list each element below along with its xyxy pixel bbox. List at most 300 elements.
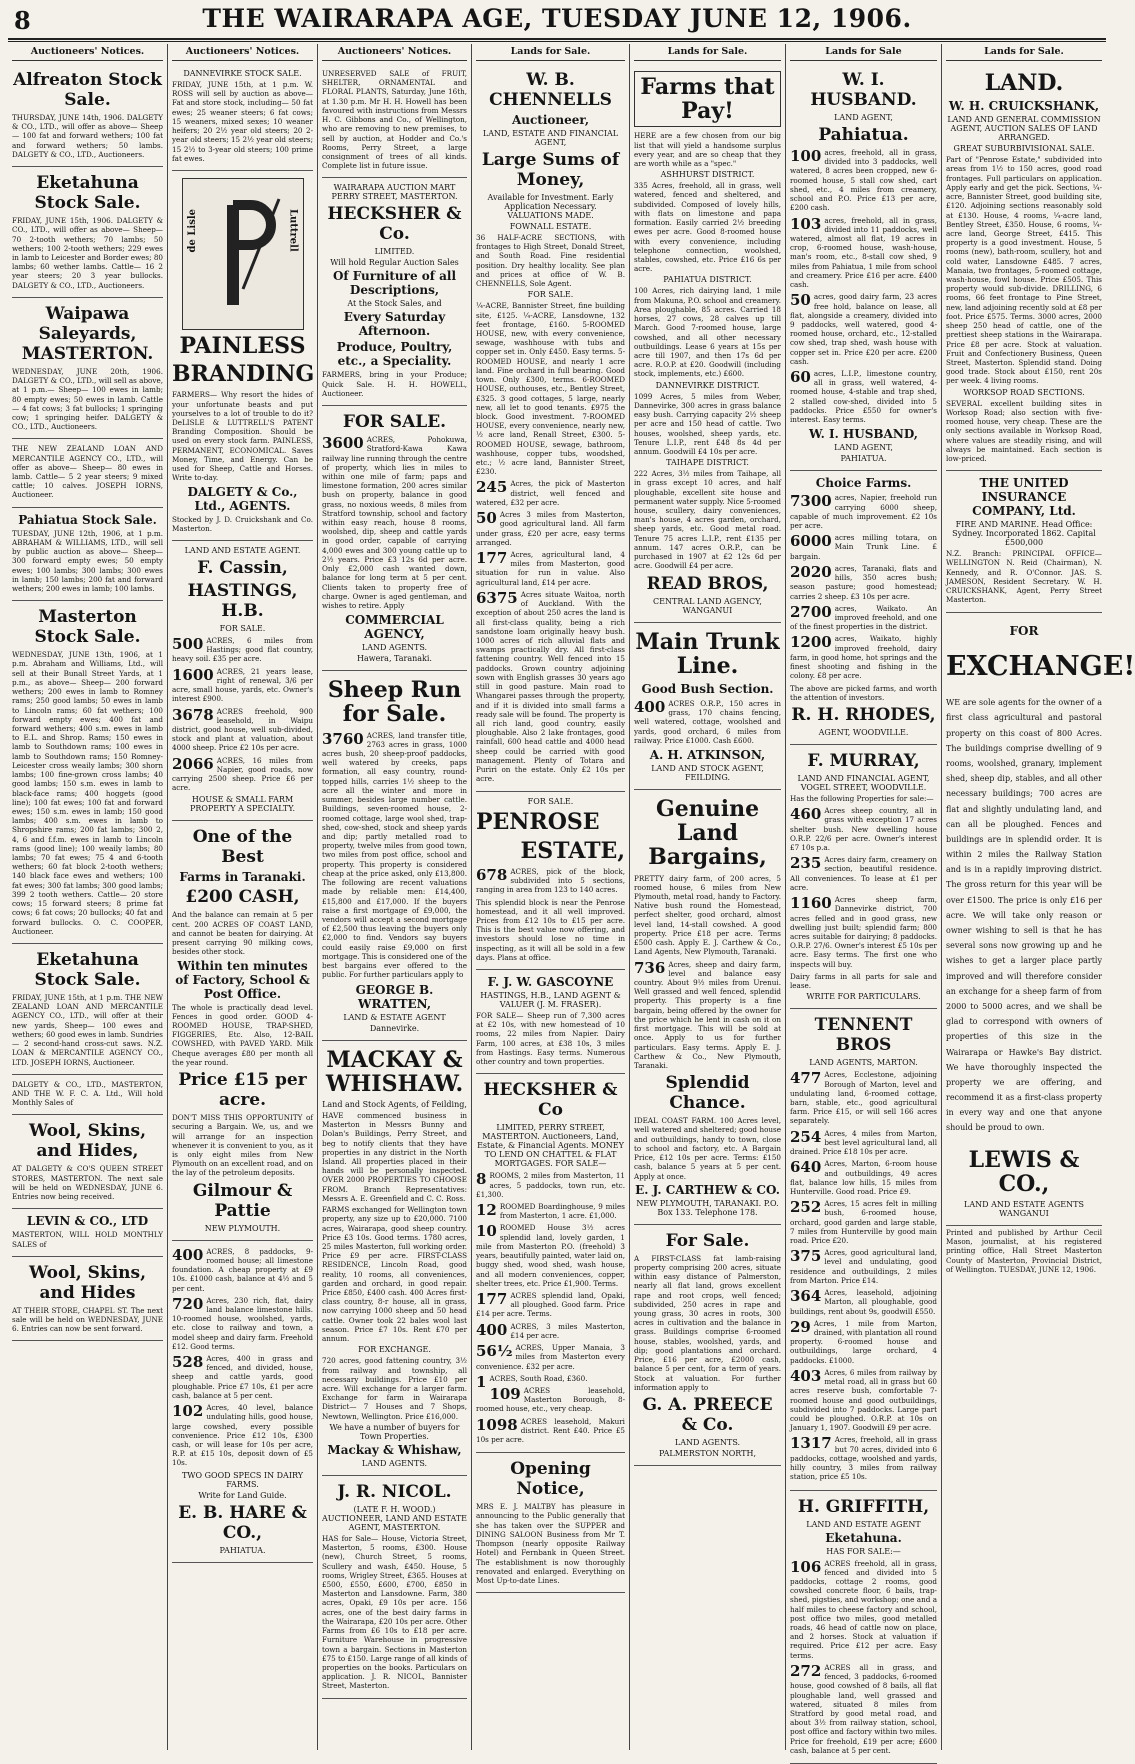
district-body: 222 Acres, 3½ miles from Taihape, all in grass except 10 acres, and half ploughable, excellent site house and permanent water supply. Nice 5-roomed house, scullery, dairy conveniences, man's house, 4 acres garden, orchard, sheep yards, etc. Good metal road. Tenure 75 acres L.I.P., rent £135 per annum. 147 acres O.R.P., can be purchased in 1907 at £2 12s 6d per acre. Goodwill £4 per acre. bbox=[634, 469, 781, 570]
lots-list bbox=[790, 1559, 937, 1756]
auction-notices-list bbox=[12, 64, 163, 1341]
chance-heading: Splendid Chance. bbox=[634, 1073, 781, 1113]
lot-area: 50 bbox=[790, 293, 811, 308]
lots-list bbox=[476, 1171, 625, 1444]
agent-heading: LAND AND ESTATE AGENT. bbox=[172, 546, 313, 555]
lot-area: 1600 bbox=[172, 668, 214, 683]
district-heading: DANNEVIRKE DISTRICT. bbox=[634, 381, 781, 390]
unreserved-sale-ad bbox=[322, 64, 467, 178]
lot-text: acres, Napier, freehold run carrying 6000 sheep, capable of much improvement. £2 10s per acre. bbox=[790, 493, 937, 530]
two-good-line: TWO GOOD SPECS IN DAIRY FARMS. bbox=[172, 1471, 313, 1489]
firm-sub: NEW PLYMOUTH, TARANAKI. P.O. Box 133. Telephone 178. bbox=[634, 1199, 781, 1217]
column-2 bbox=[168, 44, 318, 1750]
tennent-ad bbox=[790, 1009, 937, 1490]
atkinson-ad bbox=[634, 623, 781, 790]
notice-body: TUESDAY, JUNE 12th, 1906, at 1 p.m. ABRAHAM & WILLIAMS, LTD., will sell by public auction as above— Sheep— 300 forward empty ewes; 50 empty ewes; 100 lambs; 300 lambs; 300 ewes in lamb; 150 lambs; 200 fat and forward wethers; 200 ewes in lamb; 100 lambs. bbox=[12, 529, 163, 594]
lot-text: acres, Waikato, highly improved freehold, dairy farm, in good home, hot springs and the finest shooting and fishing in the colony. £8 per acre. bbox=[790, 634, 937, 680]
lot-area: 103 bbox=[790, 217, 821, 232]
firm-sub: LAND AGENTS. bbox=[634, 1438, 781, 1447]
auction-notice bbox=[12, 944, 163, 1075]
agent-sub: LAND AND GENERAL COMMISSION AGENT, AUCTION SALES OF LAND ARRANGED. bbox=[946, 115, 1102, 142]
brand-firm: DALGETY & Co., Ltd., AGENTS. bbox=[172, 485, 313, 513]
lot-text: Acres, 400 in grass and fenced, and divided, house, sheep and cattle yards, good ploughable. Price £7 10s, £1 per acre cash, balance at 5 per cent. bbox=[172, 1354, 313, 1400]
district-heading: PAHIATUA DISTRICT. bbox=[634, 275, 781, 284]
mart-body: Will hold Regular Auction Sales bbox=[322, 258, 467, 267]
lot-text: acres, L.I.P., limestone country, all in grass, well watered, 4-roomed house, 4-stable and trap shed, 2 stalled cow-shed, divided into 5 paddocks. Price £550 for owner's interest. Easy terms. bbox=[790, 369, 937, 424]
husband-ad bbox=[790, 64, 937, 471]
rhodes-ad bbox=[790, 471, 937, 745]
exchange-body: 720 acres, good fattening country, 3½ from railway and township, all necessary buildings. Price £10 per acre. Will exchange for a larger farm. Exchange for farm in Wairarapa District— 7 Houses and 7 Shops, Newtown, Wellington. Price £16,000. bbox=[322, 1356, 467, 1421]
lot bbox=[790, 493, 937, 530]
best-heading: One of the Best bbox=[172, 827, 313, 867]
auction-notice bbox=[12, 439, 163, 507]
auction-mart-ad bbox=[322, 178, 467, 406]
mackay-whishaw-ad bbox=[322, 1041, 467, 1476]
lot-area: 7300 bbox=[790, 494, 832, 509]
lot-text: acres, Taranaki, flats and hills, 350 acres bush; season pasture; good homestead; carries 2 sheep. £3 10s per acre. bbox=[790, 564, 937, 601]
notice-heading: LEVIN & CO., LTD bbox=[12, 1214, 163, 1228]
lot-text: acres milling totara, on Main Trunk Line. £ bargain. bbox=[790, 533, 937, 560]
agent-sub: LAND AGENT, bbox=[790, 113, 937, 122]
firm-name: READ BROS, bbox=[634, 574, 781, 594]
lot-area: 252 bbox=[790, 1200, 821, 1215]
agent-name: A. H. ATKINSON, bbox=[634, 748, 781, 762]
lots-list bbox=[172, 636, 313, 793]
auction-notice bbox=[12, 1209, 163, 1256]
lot bbox=[172, 636, 313, 664]
bush-heading: Good Bush Section. bbox=[634, 682, 781, 696]
notice-body: WEDNESDAY, JUNE 13th, 1906, at 1 p.m. Abraham and Williams, Ltd., will sell at their Bunall Street Yards, at 1 p.m., as above— Sheep— 200 forward wethers; 200 ewes in lamb to Romney rams; 250 good lambs; 50 ewes in lamb to Lincoln rams; 60 fat wethers; 100 forward empty ewes; 400 fat and forward wethers; 400 s.m. ewes in lamb to E.L. and Shrop. Rams; 150 ewes in lamb to Southdown rams; 100 ewes in lamb to Southdown rams; 150 Romney-Leicester cross weaily lambs; 300 shorn lambs; 100 fine-grown cross lambs; 40 good lambs; 150 s.m. ewes in lamb to black-face rams; 400 hoggets (good line); 100 fat ewes; 100 fat and forward ewes; 150 s.m. ewes in lamb; 150 good lambs; 400 s.m. ewes in lamb to Shropshire rams; 200 fat lambs; 300 2, 4, 6 and f.f.m. ewes in lamb to Lincoln rams (good line); 100 weaily lambs; 80 lambs; 70 fat ewes; 75 4 and 6-tooth wethers; 60 fat block 2-tooth wethers; 140 black face ewes and wethers; 100 fat ewes; 300 fat lambs; 300 good lambs; 399 2 tooth wethers. Cattle— 20 store cows; 15 forward steers; 8 prime fat cows; 6 fat cows; 20 bullocks; 40 fat and forward bullocks. O. C. COOPER, Auctioneer. bbox=[12, 650, 163, 936]
lot-text: Acres, freehold, all in grass but 70 acres, divided into 6 paddocks, cottage, woolshed and yards, hilly country, 3 miles from railway station, price £5 10s. bbox=[790, 1435, 937, 1481]
branding-ad bbox=[172, 171, 313, 541]
masthead-rule-thin bbox=[8, 41, 1106, 42]
lot-area: 400 bbox=[172, 1248, 203, 1263]
lot-text: Acres, agricultural land, 4 miles from Masterton, good situation for run in value. Also agricultural land, £14 per acre. bbox=[476, 550, 625, 587]
lot-text: acres, Waikato. An improved freehold, and one of the finest properties in the district. bbox=[790, 604, 937, 631]
firm-name: TENNENT BROS bbox=[790, 1015, 937, 1055]
lot-text: ACRES, Upper Manaia, 3 miles from Masterton every convenience. £32 per acre. bbox=[476, 1343, 625, 1370]
notice-heading: Wool, Skins, and Hides, bbox=[12, 1121, 163, 1161]
district-body: 100 Acres, rich dairying land, 1 mile from Makuna, P.O. school and creamery. Area ploughable, 85 acres. Carried 18 horses, 27 cows, 28 calves up till March. Good 7-roomed house, large cowshed, and all other necessary outbuildings. Lease 6 years at 15s per acre till 1907, and then 17s 6d per acre. R.O.P. at £20. Goodwill (including stock, implements, etc.) £600. bbox=[634, 286, 781, 378]
notice-heading: Pahiatua Stock Sale. bbox=[12, 513, 163, 527]
notice-body: FRIDAY, JUNE 15th, 1906. DALGETY & CO., LTD., will offer as above— Sheep— 70 2-tooth wethers; 70 lambs; 50 wethers; 100 2-tooth wethers; 229 ewes in lamb to Leicester and Border ewes; 80 lambs; 60 wether lambs. Cattle— 16 2 year steers; 20 3 year bullocks. DALGETY & CO., LTD., Auctioneers. bbox=[12, 216, 163, 290]
notice-body: THE NEW ZEALAND LOAN AND MERCANTILE AGENCY CO., LTD., will offer as above— Sheep— 80 ewes in lamb. Cattle— 5 2 year steers; 9 mixed cattle; 10 calves. JOSEPH IORNS, Auctioneer. bbox=[12, 444, 163, 499]
sheep-run-ad bbox=[322, 671, 467, 1040]
brand-body: FARMERS— Why resort the hides of your unfortunate beasts and put yourselves to a lot of trouble to do it? DeLISLE & LUTTRELL'S PATENT Branding Composition. Should be used on every stock farm. PAINLESS, PERMANENT, ECONOMICAL. Saves Money, Time, and Energy. Can be used for Sheep, Cattle and Horses. Write to-day. bbox=[172, 390, 313, 482]
lot bbox=[790, 634, 937, 680]
mart-heading-3: Every Saturday Afternoon. bbox=[322, 310, 467, 338]
agent-name: W. H. CRUICKSHANK, bbox=[946, 99, 1102, 113]
lot bbox=[476, 590, 625, 784]
lot-area: 10 bbox=[476, 1224, 497, 1239]
estate-heading: ESTATE, bbox=[476, 839, 625, 863]
insurance-ad bbox=[946, 471, 1102, 612]
agent-name: H. GRIFFITH, bbox=[790, 1497, 937, 1517]
column-4 bbox=[472, 44, 630, 1750]
agent-sub: LAND AND ESTATE AGENT bbox=[790, 1520, 937, 1529]
notice-heading: Masterton Stock Sale. bbox=[12, 607, 163, 647]
lot-text: acres, freehold, all in grass, divided into 3 paddocks, well watered, 8 acres been cropped, new 6-roomed house, 5 stall cow shed, cart shed, etc., 4 miles from creamery, school and P.O. Price £13 per acre, £200 cash. bbox=[790, 148, 937, 212]
lot-area: 500 bbox=[172, 637, 203, 652]
taranaki-farm-ad bbox=[172, 821, 313, 1240]
lot bbox=[322, 731, 467, 980]
auction-notice bbox=[12, 298, 163, 440]
murray-ad bbox=[790, 745, 937, 1009]
within-body: The whole is practically dead level. Fences in good order. GOOD 4-ROOMED HOUSE, TRAP-SHED, FIGGERIES, Etc. Also, 12-BAIL COWSHED, with PAVED YARD. Milk Cheque averages £80 per month all the year round. bbox=[172, 1003, 313, 1068]
lot-area: 100 bbox=[790, 149, 821, 164]
lot bbox=[172, 756, 313, 793]
hecksher-ad bbox=[476, 1074, 625, 1453]
buyers-line: We have a number of buyers for Town Properties. bbox=[322, 1423, 467, 1441]
lot bbox=[172, 1247, 313, 1293]
lot-text: Acres, 1 mile from Marton, drained, with plantation all round property. 6-roomed house and outbuildings, large orchard, 4 paddocks. £1000. bbox=[790, 1319, 937, 1365]
price-heading: Price £15 per acre. bbox=[172, 1070, 313, 1110]
notice-body: WEDNESDAY, JUNE 20th, 1906. DALGETY & CO., LTD., will sell as above, at 1 p.m.— Sheep— 100 ewes in lamb; 80 empty ewes; 50 ewes in lamb. Cattle— 4 fat cows; 3 fat bullocks; 1 springing cow; 1 springing heifer. DALGETY & CO., LTD., Auctioneers. bbox=[12, 367, 163, 432]
lot-text: Acres, 40 level, balance undulating hills, good house, large cowshed, every possible convenience. Price £12 10s, £300 cash, or will lease for 10s per acre, R.P. at £15 10s, deposit down of £5 10s. bbox=[172, 1403, 313, 1467]
lot-text: ACRES, 6 miles from Hastings; good flat country, heavy soil. £35 per acre. bbox=[172, 636, 313, 663]
lot bbox=[476, 867, 625, 895]
lot-area: 2066 bbox=[172, 757, 214, 772]
read-bros-ad bbox=[634, 64, 781, 623]
firm-sub: Land and Stock Agents, of Feilding, bbox=[322, 1100, 467, 1109]
lot-text: ACRES, pick of the block, subdivided into 5 sections, ranging in area from 123 to 140 acres. bbox=[476, 867, 625, 894]
firm-name: E. B. HARE & CO., bbox=[172, 1503, 313, 1543]
firm-name: HECKSHER & Co. bbox=[322, 204, 467, 244]
lot-text: ACRES, 8 paddocks, 9-roomed house; all limestone foundation. A cheap property at £9 10s. £1000 cash, balance at 4½ and 5 per cent. bbox=[172, 1247, 313, 1293]
lot-text: ACRES O.R.P., 150 acres in grass, 170 chains fencing, well watered, cottage, woolshed and yards, good orchard, 6 miles from railway. Price £1000. Cash £600. bbox=[634, 699, 781, 745]
firm-sub-2: LAND, ESTATE AND FINANCIAL AGENT, bbox=[476, 129, 625, 147]
lot-text: ROOMED House 3½ acres splendid land, lovely garden, 1 mile from Masterton P.O. (freehold) 3 years, beautifully painted, water laid on, buggy shed, wood shed, wash house, and all modern conveniences, copper, shelter trees, etc. Price £1,900. Terms. bbox=[476, 1223, 625, 1287]
agent-name: GEORGE B. WRATTEN, bbox=[322, 983, 467, 1011]
estate-heading: FOWNALL ESTATE. bbox=[476, 222, 625, 231]
lots-list bbox=[790, 493, 937, 680]
lot-area: 109 bbox=[489, 1387, 520, 1402]
company-sub: FIRE AND MARINE. Head Office: Sydney. Incorporated 1862. Capital £500,000 bbox=[946, 520, 1102, 547]
mart-body-2: At the Stock Sales, and bbox=[322, 299, 467, 308]
dannevirke-sale-ad bbox=[172, 64, 313, 171]
lot bbox=[172, 707, 313, 753]
section-header: Auctioneers' Notices. bbox=[12, 44, 163, 61]
notice-body: THURSDAY, JUNE 14th, 1906. DALGETY & CO., LTD., will offer as above— Sheep— 100 fat and forward wethers; 100 fat and forward wethers; 50 lambs. DALGETY & CO., LTD., Auctioneers. bbox=[12, 113, 163, 159]
auction-notice bbox=[12, 1257, 163, 1342]
agent-sub-2: LAND AGENT, bbox=[790, 443, 937, 452]
lot-text: acres, freehold, all in grass, divided into 11 paddocks, well watered, almost all flat, 19 acres in crop, 6-roomed house, wash-house, man's room, etc., 8-stall cow shed, 9 miles from Pahiatua, 1 mile from school and creamery. Price £16 per acre. £400 cash. bbox=[790, 216, 937, 290]
agency-name: COMMERCIAL AGENCY, bbox=[322, 613, 467, 641]
ad-body: FRIDAY, JUNE 15th, at 1 p.m. W. ROSS will sell by auction as above— Fat and store stock, including— 50 fat ewes; 25 weaner steers; 6 fat cows; 15 weaners, mixed sexes; 10 weaner heifers; 20 2½ year old steers; 20 2-year old steers; 15 2½ year old steers; 15 2½ to 3-year old steers; 100 prime fat ewes. bbox=[172, 80, 313, 163]
firm-sub: CENTRAL LAND AGENCY, WANGANUI bbox=[634, 597, 781, 615]
notice-heading: Waipawa Saleyards, MASTERTON. bbox=[12, 304, 163, 364]
lot-area: 272 bbox=[790, 1664, 821, 1679]
lot-text: ACRES, 21 years lease, right of renewal, 3/6 per acre, small house, yards, etc. Owner's interest £900. bbox=[172, 667, 313, 704]
lot-text: ACRES, 3 miles Masterton, £14 per acre. bbox=[510, 1322, 625, 1340]
sale-listings: ¼-ACRE, Bannister Street, fine building site, £125. ¼-ACRE, Lansdowne, 132 feet frontage, £160. 5-ROOMED HOUSE, new, with every convenience, sewage, washhouse with tubs and copper set in. Only £450. Easy terms. 5-ROOMED HOUSE, and nearly 1 acre land. Fine orchard in full bearing. Good town. Only £300, terms. 6-ROOMED HOUSE, outhouses, etc., Bentley Street, £325. 3 good cottages, 5 large, nearly new, all let to good tenants. £975 the block. Good investment. 7-ROOMED HOUSE, every convenience, nearly new, ½ acre land, Renall Street, £300. 5-ROOMED HOUSE, sewage, bathroom, washhouse, copper tubs, woodshed, etc.; ½ acre land, Bannister Street, £230. bbox=[476, 301, 625, 476]
lot-text: ACRES leasehold, Masterton Borough, 8-roomed house, etc., very cheap. bbox=[476, 1386, 625, 1413]
lot-text: ACRES, Pohokuwa, Stratford-Kawa Kawa railway line running through the centre of property, which lies in miles to within one mile of farm; paps and limestone formation, 200 acres similar bush on property, balance in good grass, no noxious weeds, 8 miles from Stratford township, school and factory within easy reach, house 8 rooms, woolshed, dip, sheep and cattle yards in good order, capable of carrying 4,000 ewes and 300 young cattle up to 2½ years. Price £3 12s 6d per acre. Only £2,000 cash wanted down, balance for long term at 5 per cent. Clients taken to property free of charge. Owner is aged gentleman, and wishes to retire. Apply bbox=[322, 435, 467, 610]
section-header: Lands for Sale. bbox=[946, 44, 1102, 61]
agent-sub: LAND & ESTATE AGENT bbox=[322, 1013, 467, 1022]
lot-text: Acres, sheep and dairy farm, level and balance easy country. About 9½ miles from Urenui. Well grassed and well fenced, splendid property. This property is a fine bargain, being offered by the owner for the price which he lent in cash on it on first mortgage. This will be sold at once. Apply to us for further particulars. Easy terms. Apply E. J. Carthew & Co., New Plymouth, Taranaki. bbox=[634, 960, 781, 1070]
carthew-ad bbox=[634, 790, 781, 1225]
auction-notice bbox=[12, 1115, 163, 1209]
farm-listings: FARMS exchanged for Wellington town property, any size up to £20,000. 7100 acres, Wairarapa, good sheep country. Price £3 10s. Good terms. 1780 acres, 25 miles Masterton, full working order. Price £9 per acre. FIRST-CLASS RESIDENCE, Lincoln Road, good reality, 10 rooms, all conveniences, garden and orchard, in good repair. Price £850, £400 cash. 400 Acres first-class country, 8-r house, all in grass, now carrying 1000 sheep and 50 head cattle. Owner took 22 bales wool last season. Price £7 10s. Rent £70 per annum. bbox=[322, 1205, 467, 1343]
best-subheading: Farms in Taranaki. bbox=[172, 870, 313, 884]
notice-body: FRIDAY, JUNE 15th, at 1 p.m. THE NEW ZEALAND LOAN AND MERCANTILE AGENCY CO., LTD., will offer at their new yards, Sheep— 100 ewes and wethers; 60 good ewes in lamb. Sundries— 2 second-hand cross-cut saws. N.Z. LOAN & MERCANTILE AGENCY CO., LTD. JOSEPH IORNS, Auctioneer. bbox=[12, 993, 163, 1067]
lot bbox=[790, 564, 937, 601]
brand-p-icon bbox=[183, 179, 303, 329]
firm-name-2: Mackay & Whishaw, bbox=[322, 1443, 467, 1457]
griffith-ad bbox=[790, 1491, 937, 1764]
auction-notice bbox=[12, 508, 163, 602]
lot-text: Acres sheep farm, Dannevirke district, 700 acres felled and in good grass, new dwelling just built; splendid farm; 800 acres suitable for dairying; 8 paddocks. O.R.P. 27/6. Owner's interest £5 10s per acre. Easy terms. The first one who inspects will buy. bbox=[790, 895, 937, 969]
agent-body: FOR SALE— Sheep run of 7,300 acres at £2 10s, with new homestead of 10 rooms, 22 miles from Napier. Dairy Farm, 100 acres, at £38 10s, 3 miles from Hastings. Easy terms. Numerous other country and town properties. bbox=[476, 1011, 625, 1066]
lot-area: 678 bbox=[476, 868, 507, 883]
lot-text: ACRES leasehold, Makuri district. Rent £40. Price £5 10s per acre. bbox=[476, 1417, 625, 1444]
lot-text: Acres dairy farm, creamery on section, beautiful residence. All conveniences. To lease at £1 per acre. bbox=[790, 855, 937, 892]
gascoyne-ad bbox=[476, 970, 625, 1074]
firm-name: LEWIS & CO., bbox=[946, 1148, 1102, 1196]
ad-heading: DANNEVIRKE STOCK SALE. bbox=[172, 69, 313, 78]
masthead bbox=[0, 0, 1114, 40]
lot-area: 640 bbox=[790, 1160, 821, 1175]
lot-area: 736 bbox=[634, 961, 665, 976]
for-sale-body: A FIRST-CLASS fat lamb-raising property comprising 200 acres, situate within easy distance of Palmerston, nearly all flat land, grows excellent rape and root crops, well fenced; subdivided, 250 acres in rape and young grass, 30 acres in roots, 300 acres in cultivation and the balance in grass. Buildings comprise 6-roomed house, stables, woolshed, yards, and dip; good plantations and orchard. Price, £16 per acre, £2000 cash, balance 5 per cent, for a term of years. Stock at valuation. For further information apply to bbox=[634, 1254, 781, 1392]
opening-notice-ad bbox=[476, 1453, 625, 1593]
auction-notice bbox=[12, 1075, 163, 1116]
lots-list bbox=[790, 148, 937, 424]
lot-area: 177 bbox=[476, 1292, 507, 1307]
firm-limited: LIMITED. bbox=[322, 247, 467, 256]
lot-area: 102 bbox=[172, 1404, 203, 1419]
auction-notice bbox=[12, 601, 163, 944]
mart-heading-2: Of Furniture of all Descriptions, bbox=[322, 269, 467, 297]
logo-label-left: de Lisle bbox=[187, 209, 198, 252]
lot bbox=[790, 1435, 937, 1481]
farms-body: HERE are a few chosen from our big list that will yield a handsome surplus every year, and are so cheap that they are worth while as a "spec." bbox=[634, 131, 781, 168]
has-for-sale: HAS FOR SALE:— bbox=[790, 1547, 937, 1556]
lot-text: Acres, 6 miles from railway by metal road, all in grass but 60 acres reserve bush, comfortable 7-roomed house and good outbuildings, subdivided into 7 paddocks. Large part could be ploughed. O.R.P. at 10s on January 1, 1907. Goodwill £9 per acre. bbox=[790, 1368, 937, 1432]
lot-area: 56½ bbox=[476, 1344, 513, 1359]
exchange-heading: FOR EXCHANGE. bbox=[322, 1345, 467, 1354]
lot-area: 364 bbox=[790, 1289, 821, 1304]
logo-label-right: Luttrell bbox=[288, 209, 299, 252]
cruickshank-ad bbox=[946, 64, 1102, 471]
agency-town: Hawera, Taranaki. bbox=[322, 654, 467, 663]
agent-sub: AGENT, WOODVILLE. bbox=[790, 728, 937, 737]
brand-title-2: BRANDING bbox=[172, 362, 313, 386]
sheep-run-heading: Sheep Run for Sale. bbox=[322, 678, 467, 726]
write-line: WRITE FOR PARTICULARS. bbox=[790, 992, 937, 1001]
lot bbox=[476, 1223, 625, 1288]
column-5 bbox=[630, 44, 786, 1750]
lot bbox=[476, 1202, 625, 1220]
choice-heading: Choice Farms. bbox=[790, 476, 937, 490]
chennells-ad bbox=[476, 64, 625, 792]
lot-area: 720 bbox=[172, 1297, 203, 1312]
lot-area: 375 bbox=[790, 1249, 821, 1264]
for-sale-label: FOR SALE. bbox=[476, 797, 625, 806]
firm-town: PAHIATUA. bbox=[172, 1546, 313, 1555]
cash-body: And the balance can remain at 5 per cent. 200 ACRES OF COAST LAND, and cannot be beaten for dairying. At present carrying 90 milking cows, besides other stock. bbox=[172, 910, 313, 956]
brand-stockist: Stocked by J. D. Cruickshank and Co. Masterton. bbox=[172, 515, 313, 533]
lot bbox=[790, 148, 937, 213]
lot-area: 1 bbox=[476, 1375, 486, 1390]
ad-body: UNRESERVED SALE of FRUIT, SHELTER, ORNAMENTAL and FLORAL PLANTS, Saturday, June 16th, at 1.30 p.m. Mr H. H. Howell has been favoured with instructions from Messrs H. C. Gibbons and Co., of Wellington, who are removing to new premises, to sell by auction, at Hodder and Co.'s Rooms, Perry Street, a large consignment of trees of all kinds. Complete list in future issue. bbox=[322, 69, 467, 170]
lot bbox=[172, 1403, 313, 1468]
agent-town: Pahiatua. bbox=[790, 125, 937, 145]
imprint: Printed and published by Arthur Cecil Mason, journalist, at his registered printing office, Hall Street Masterton County of Masterton, Provincial District, of Wellington. TUESDAY, JUNE 12, 1906. bbox=[946, 1228, 1102, 1274]
lot bbox=[790, 1070, 937, 1125]
lot-area: 1160 bbox=[790, 896, 832, 911]
lot-area: 235 bbox=[790, 856, 821, 871]
agent-sub: LAND AND FINANCIAL AGENT, VOGEL STREET, WOODVILLE. bbox=[790, 774, 937, 792]
lot bbox=[476, 1386, 625, 1414]
firm-name: G. A. PREECE & Co. bbox=[634, 1395, 781, 1435]
agent-name: W. I. HUSBAND. bbox=[790, 70, 937, 110]
lot bbox=[172, 1296, 313, 1351]
chance-body: IDEAL COAST FARM. 100 Acres level, well watered and sheltered; good house and outbuildings, handy to town, close to school and factory, etc. A Bargain Price, £12 10s per acre. Terms: £150 cash, balance 5 years at 5 per cent. Apply at once. bbox=[634, 1116, 781, 1181]
penrose-heading: PENROSE bbox=[476, 810, 625, 834]
lot-area: 1200 bbox=[790, 635, 832, 650]
lot bbox=[476, 1171, 625, 1199]
company-name: THE UNITED INSURANCE COMPANY, Ltd. bbox=[946, 476, 1102, 518]
notice-body: AT THEIR STORE, CHAPEL ST. The next sale will be held on WEDNESDAY, JUNE 6. Entries can now be sent forward. bbox=[12, 1306, 163, 1334]
commercial-agency-ad bbox=[322, 406, 467, 671]
lot-area: 477 bbox=[790, 1071, 821, 1086]
intro: Has the following Properties for sale:— bbox=[790, 794, 937, 803]
agent-name-2: W. I. HUSBAND, bbox=[790, 427, 937, 441]
agent-town: HASTINGS, H.B. bbox=[172, 581, 313, 621]
masthead-rule bbox=[8, 38, 1106, 40]
lot-text: Acres situate Waitoa, north of Auckland. With the exception of about 250 acres the land is all first-class quality, being a rich sandstone loam originally heavy bush. 1000 acres of rich alluvial flats and swamps practically dry. All first-class fattening country. Well fenced into 15 paddocks. Grown country adjoining sown with English grasses 30 years ago still in good pasture. Main road to Whangarei passes through the property, and if it is divided into small farms a ready sale will be found. The property is all rich land, good country, easily ploughable. Also 2 lake frontages, good rainfall, 600 head cattle and 4000 head sheep could be carried with good management. Plenty of Totara and Puriri on the estate. Only £2 10s per acre. bbox=[476, 590, 625, 783]
lot bbox=[322, 435, 467, 610]
nicol-ad bbox=[322, 1476, 467, 1699]
notice-body: DALGETY & CO., LTD., MASTERTON, AND THE W. F. C. A. Ltd., Will hold Monthly Sales of bbox=[12, 1080, 163, 1108]
lot-text: ACRES all in grass, and fenced, 3 paddocks, 6-roomed house, good cowshed of 8 bails, all flat ploughable land, well grassed and watered, situated 8 miles from Stratford by good metal road, and about 3½ from railway station, school, post office and factory within two miles. Price for freehold, £19 per acre; £600 cash, balance at 5 per cent. bbox=[790, 1663, 937, 1755]
lot-text: Acres, 15 acres felt in milling bush, 6-roomed house, orchard, good garden and large stable, 7 miles from Hunterville by good main road. Price £20. bbox=[790, 1199, 937, 1245]
lot-text: Acres, Ecclestone, adjoining Borough of Marton, level and undulating land, 6-roomed cottage, barn, stable, etc., good agricultural farm. Price £15, or will sell 166 acres separately. bbox=[790, 1070, 937, 1125]
lot bbox=[476, 550, 625, 587]
main-trunk-heading: Main Trunk Line. bbox=[634, 630, 781, 678]
auction-notice bbox=[12, 167, 163, 298]
farms-heading: Farms that Pay! bbox=[634, 71, 781, 127]
lot bbox=[790, 806, 937, 852]
notice-heading: Opening Notice, bbox=[476, 1459, 625, 1499]
notice-heading: Wool, Skins, and Hides bbox=[12, 1263, 163, 1303]
firm-name: E. J. CARTHEW & CO. bbox=[634, 1183, 781, 1197]
for-sale-label: FOR SALE. bbox=[476, 290, 625, 299]
mart-heading: WAIRARAPA AUCTION MART PERRY STREET, MASTERTON. bbox=[322, 183, 467, 201]
lot bbox=[790, 369, 937, 424]
for-sale-heading: FOR SALE. bbox=[322, 412, 467, 432]
firm-sub: LIMITED, PERRY STREET, MASTERTON. Auctioneers, Land, Estate, & Financial Agents. MONEY TO LEND ON CHATTEL & FLAT MORTGAGES. FOR SALE— bbox=[476, 1123, 625, 1168]
lot bbox=[790, 1129, 937, 1157]
firm-name: HECKSHER & Co bbox=[476, 1080, 625, 1120]
agent-sub: HASTINGS, H.B., LAND AGENT & VALUER (J. M. FRASER). bbox=[476, 991, 625, 1009]
cash-heading: £200 CASH, bbox=[172, 887, 313, 907]
for-label: FOR bbox=[946, 624, 1102, 638]
column-6 bbox=[786, 44, 942, 1750]
genuine-heading: Genuine Land Bargains, bbox=[634, 797, 781, 870]
lot-area: 106 bbox=[790, 1560, 821, 1575]
notice-heading: Eketahuna Stock Sale. bbox=[12, 173, 163, 213]
produce-body: FARMERS, bring in your Produce; Quick Sale. H. H. HOWELL, Auctioneer. bbox=[322, 370, 467, 398]
section-header: Lands for Sale bbox=[790, 44, 937, 61]
for-sale-heading: For Sale. bbox=[634, 1231, 781, 1251]
murray-body: Dairy farms in all parts for sale and lease. bbox=[790, 972, 937, 990]
section-header: Auctioneers' Notices. bbox=[322, 44, 467, 61]
lot-text: Acres, 4 miles from Marton, best level agricultural land, all drained. Price £18 10s per acre. bbox=[790, 1129, 937, 1156]
lot-area: 29 bbox=[790, 1320, 811, 1335]
lot-area: 245 bbox=[476, 480, 507, 495]
section-header: Auctioneers' Notices. bbox=[172, 44, 313, 61]
agent-sub: LAND AND STOCK AGENT, FEILDING. bbox=[634, 764, 781, 782]
lot bbox=[172, 1354, 313, 1400]
column-1 bbox=[8, 44, 168, 1750]
firm-sub: LAND AND ESTATE AGENTS WANGANUI bbox=[946, 1200, 1102, 1218]
lot bbox=[790, 1248, 937, 1285]
branding-logo bbox=[182, 178, 304, 330]
firm-town: PALMERSTON NORTH, bbox=[634, 1449, 781, 1458]
district-heading: ASHHURST DISTRICT. bbox=[634, 170, 781, 179]
lot bbox=[476, 1291, 625, 1319]
lot-area: 400 bbox=[476, 1323, 507, 1338]
lot-area: 254 bbox=[790, 1130, 821, 1145]
price-body: DON'T MISS THIS OPPORTUNITY of securing a Bargain. We, us, and we will arrange for an inspection whenever it is convenient to you, as it is only eight miles from New Plymouth on an excellent road, and on the lay of the petroleum deposits. bbox=[172, 1113, 313, 1178]
lot bbox=[790, 604, 937, 632]
lot bbox=[790, 1368, 937, 1433]
firm-sub-2: LAND AGENTS. bbox=[322, 1459, 467, 1468]
lot bbox=[476, 1374, 625, 1383]
firm-body: HAVE commenced business in Masterton in Messrs Bunny and Dolan's Buildings, Perry Street, and beg to notify clients that they have properties in any district in the North Island. All properties placed in their hands will be personally inspected. OVER 2000 PROPERTIES TO CHOOSE FROM. Branch Representatives: Messrs A. E. Greenfield and C. C. Ross. bbox=[322, 1111, 467, 1203]
brand-title-1: PAINLESS bbox=[172, 334, 313, 358]
lot-area: 8 bbox=[476, 1172, 486, 1187]
company-body: N.Z. Branch: PRINCIPAL OFFICE—WELLINGTON N. Reid (Chairman), N. Kennedy, and R. O'Connor. JAS. S. JAMESON, Resident Secretary. W. H. CRUICKSHANK, Agent, Perry Street Masterton. bbox=[946, 549, 1102, 604]
estate-body: 36 HALF-ACRE SECTIONS, with frontages to High Street, Donald Street, and South Road. Fine residential position. Dry healthy locality. See plan and prices at office of W. B. CHENNELLS, Sole Agent. bbox=[476, 233, 625, 288]
lot bbox=[790, 1159, 937, 1196]
lot-text: Acres, good agricultural land, level and undulating, good residence and outbuildings, 2 miles from Marton. Price £14. bbox=[790, 1248, 937, 1285]
firm-name: MACKAY & WHISHAW. bbox=[322, 1048, 467, 1096]
notice-heading: Eketahuna Stock Sale. bbox=[12, 950, 163, 990]
columns bbox=[8, 44, 1106, 1750]
agent-town: Dannevirke. bbox=[322, 1024, 467, 1033]
auctioneer-sub: (LATE F. H. WOOD.) AUCTIONEER, LAND AND ESTATE AGENT, MASTERTON. bbox=[322, 1505, 467, 1532]
genuine-body: PRETTY dairy farm, of 200 acres, 5 roomed house, 6 miles from New Plymouth, metal road, handy to Factory. Native bush round the Homestead, perfect shelter, good orchard, almost level land, 14-stall cowshed. A good property. Price £18 per acre. Terms £500 cash. Apply E. J. Carthew & Co., Land Agents, New Plymouth, Taranaki. bbox=[634, 874, 781, 957]
agent-name: F. MURRAY, bbox=[790, 751, 937, 771]
lot-area: 3678 bbox=[172, 708, 214, 723]
lot-area: 3600 bbox=[322, 436, 364, 451]
agent-name: F. Cassin, bbox=[172, 558, 313, 578]
within-heading: Within ten minutes of Factory, School & Post Office. bbox=[172, 959, 313, 1001]
lot-area: 2020 bbox=[790, 565, 832, 580]
auctioneer-name: J. R. NICOL. bbox=[322, 1482, 467, 1502]
penrose-ad bbox=[476, 792, 625, 970]
agency-sub: LAND AGENTS. bbox=[322, 643, 467, 652]
lot-text: ACRES, land transfer title, 2763 acres in grass, 1000 acres bush, 20 sheep-proof paddocks, well watered by creeks, paps formation, all easy country, round-topped hills, carries 1½ sheep to the acre all the winter and more in summer, besides large number cattle. Buildings, seven-roomed house, 2-roomed cottage, large wool shed, trap-shed, cow-shed, stock and sheep yards and dip; partly metalled road to property, twelve miles from good town, two miles from post office, school and property. This property is considered cheap at the price asked, only £13,800. The following are recent valuations made by reliable men: £14,400, £15,800 and £17,000. If the buyers raise a first mortgage of £9,000, the vendors will accept a second mortgage of £2,500 thus leaving the buyers only £2,000 to find. Vendors say buyers could easily raise £9,000 on first mortgage. This is considered one of the best bargains ever offered to the public. For further particulars apply to bbox=[322, 731, 467, 980]
lot bbox=[790, 1199, 937, 1245]
column-7 bbox=[942, 44, 1106, 1750]
lot-text: ACRES freehold, 900 leasehold, in Waipu district, good house, well sub-divided, stock and plant at valuation, about 4000 sheep. Price £2 10s per acre. bbox=[172, 707, 313, 753]
lot-area: 177 bbox=[476, 551, 507, 566]
lot-area: 2700 bbox=[790, 605, 832, 620]
lot bbox=[790, 855, 937, 892]
exchange-heading: EXCHANGE! bbox=[946, 652, 1102, 682]
firm-town: NEW PLYMOUTH. bbox=[172, 1224, 313, 1233]
exchange-ad bbox=[946, 613, 1102, 1227]
lot bbox=[790, 216, 937, 290]
agent-name: F. J. W. GASCOYNE bbox=[476, 975, 625, 989]
lot-area: 6000 bbox=[790, 534, 832, 549]
lot-text: ACRES splendid land, Opaki, all ploughed. Good farm. Price £14 per acre. Terms. bbox=[476, 1291, 625, 1318]
